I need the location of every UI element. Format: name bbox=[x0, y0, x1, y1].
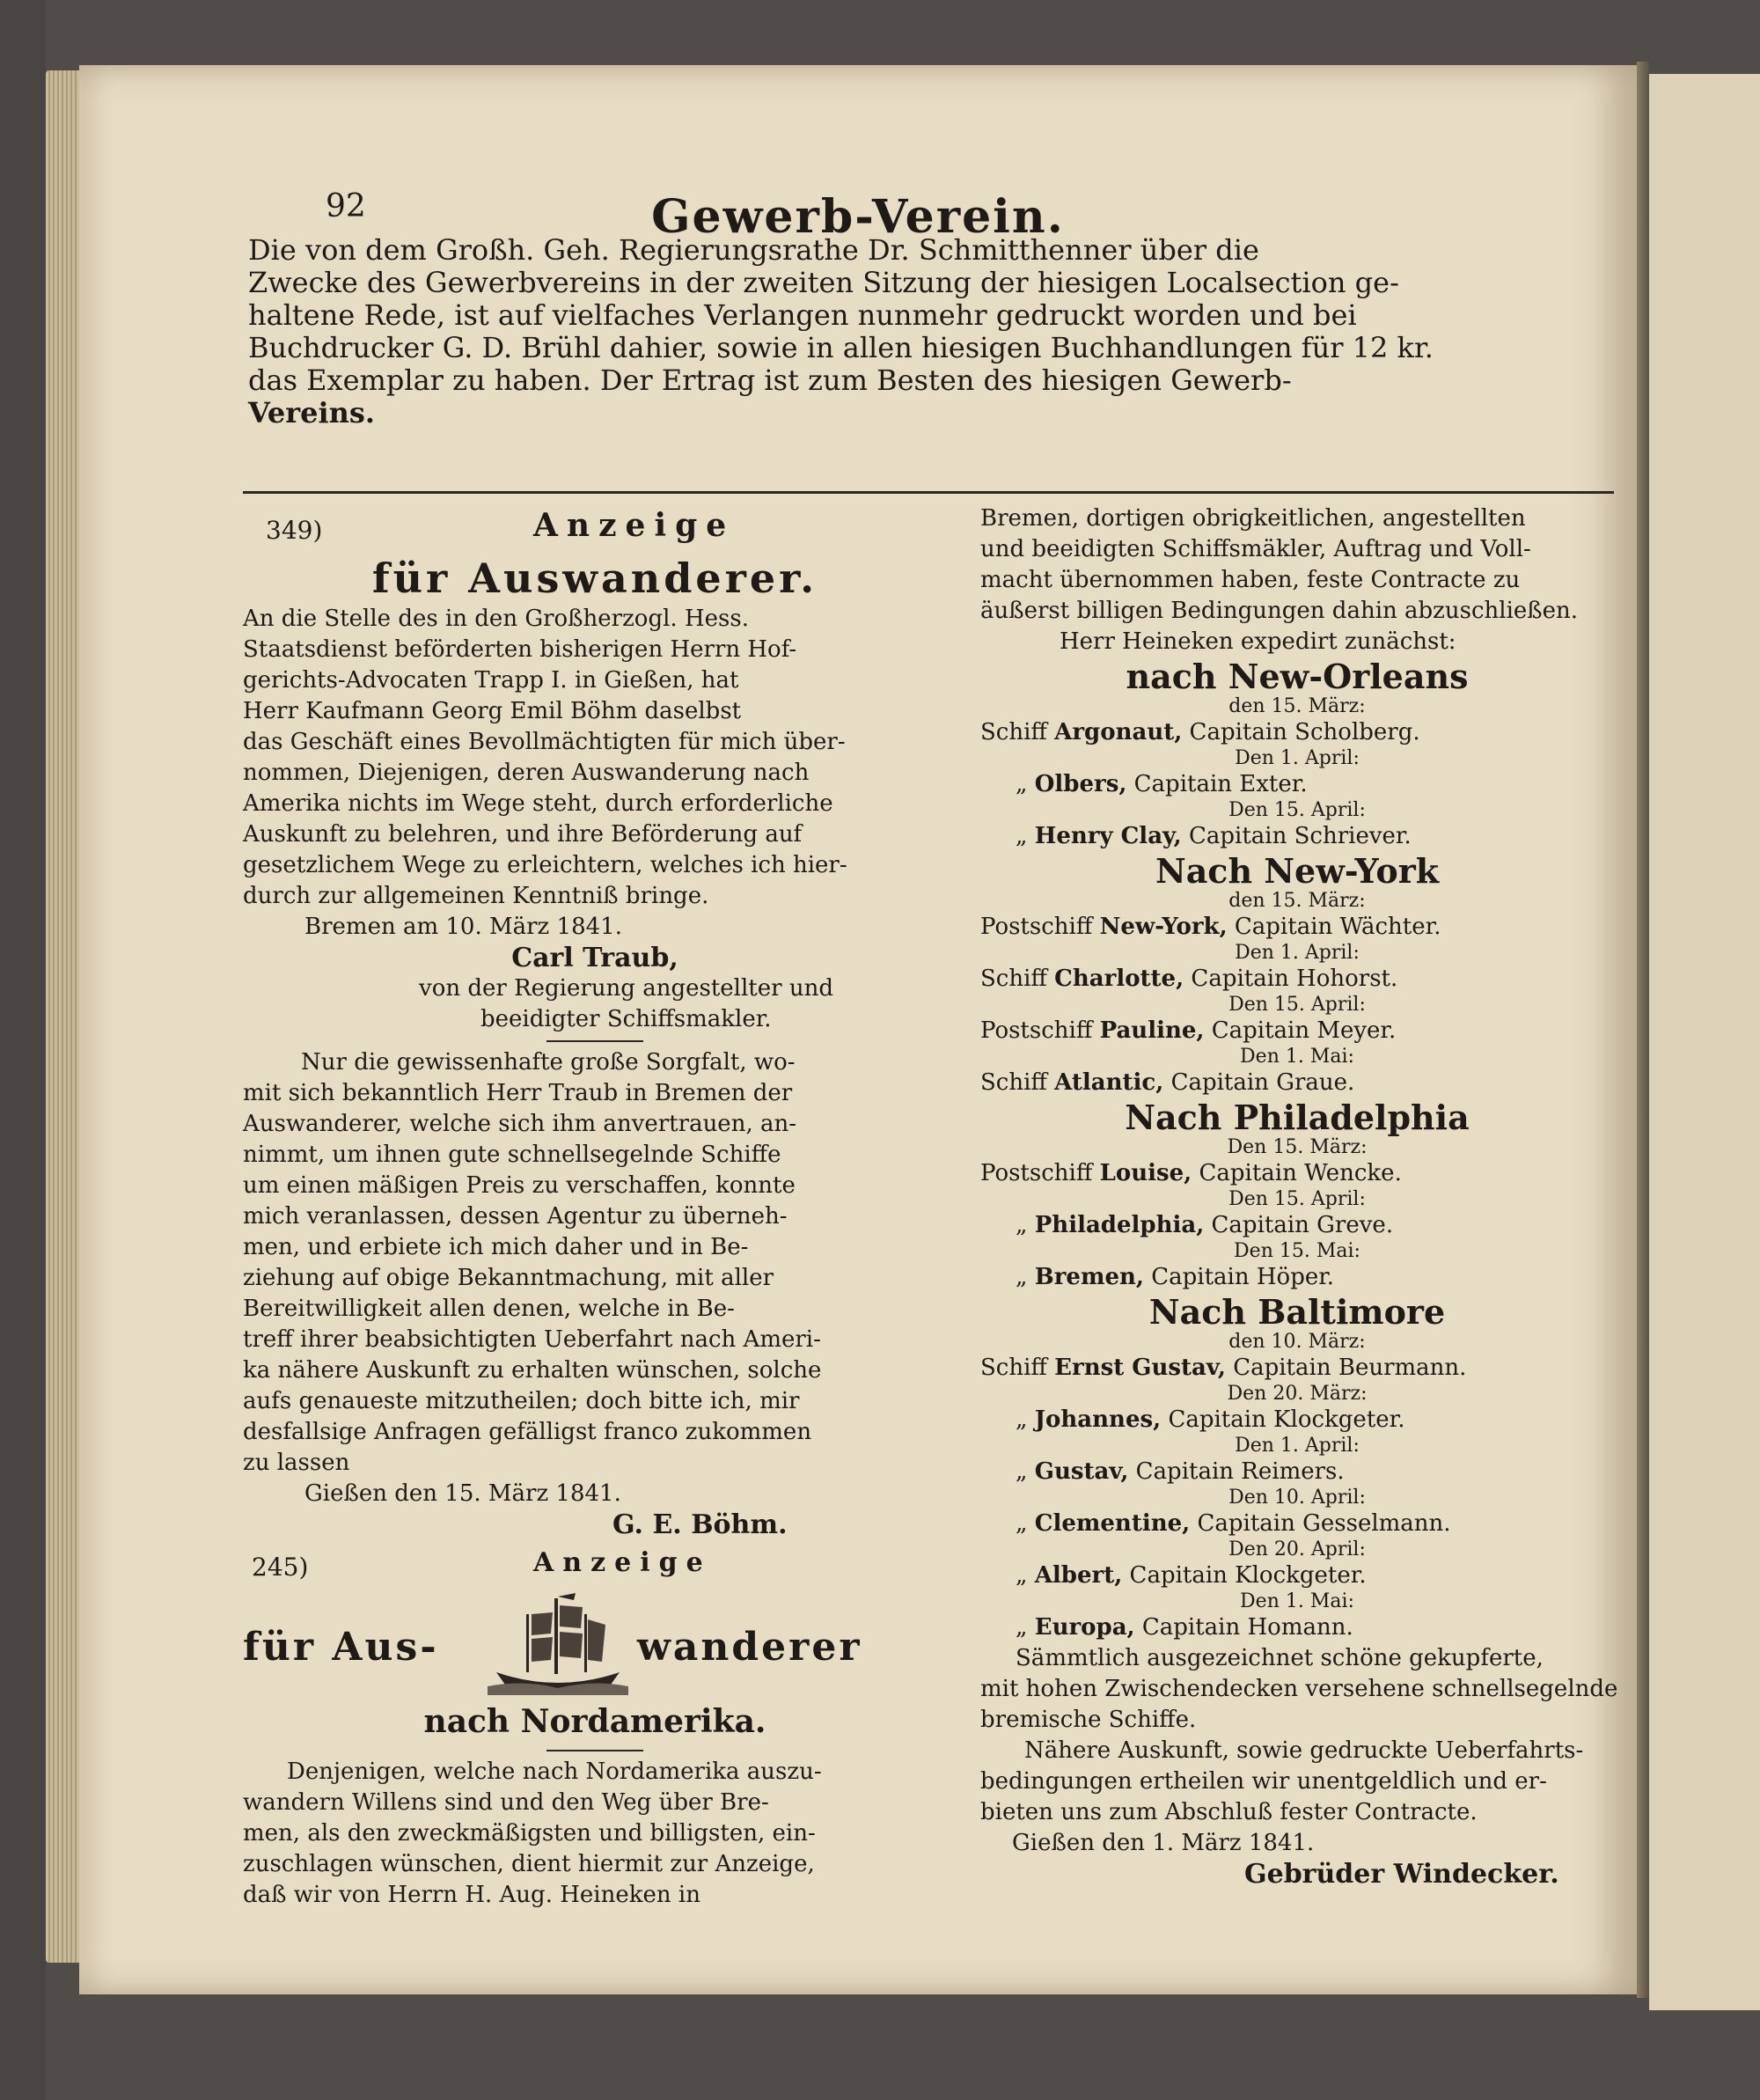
sailing-date: den 15. März: bbox=[1228, 890, 1366, 912]
ad1-line: Herr Kaufmann Georg Emil Böhm daselbst bbox=[243, 698, 742, 724]
ship-captain: Capitain Hohorst. bbox=[1191, 966, 1398, 992]
ad1-line: An die Stelle des in den Großherzogl. Hess. bbox=[243, 606, 749, 632]
ad1-line: men, und erbiete ich mich daher und in Be- bbox=[243, 1234, 749, 1260]
closing-line: bieten uns zum Abschluß fester Contracte. bbox=[980, 1799, 1478, 1825]
right-line: und beeidigten Schiffsmäkler, Auftrag und Voll- bbox=[980, 536, 1531, 562]
ad2-line: Denjenigen, welche nach Nordamerika auszu- bbox=[287, 1759, 822, 1785]
ad1-body bbox=[243, 604, 947, 1540]
sailing-date: Den 15. April: bbox=[1228, 799, 1366, 821]
ad1-signer-role: beeidigter Schiffsmakler. bbox=[480, 1006, 772, 1032]
sailing-date: Den 1. Mai: bbox=[1240, 1590, 1354, 1612]
ad2-line: zuschlagen wünschen, dient hiermit zur Anzeige, bbox=[243, 1851, 815, 1877]
closing-line: Sämmtlich ausgezeichnet schöne gekupferte, bbox=[1016, 1645, 1544, 1671]
ship-captain: Capitain Höper. bbox=[1151, 1264, 1335, 1290]
ship-entry bbox=[980, 1405, 1614, 1435]
ad1-line: Staatsdienst beförderten bisherigen Herrn Hof- bbox=[243, 636, 797, 663]
intro-line: Die von dem Großh. Geh. Regierungsrathe Dr. Schmitthenner über die bbox=[248, 233, 1259, 267]
ship-captain: Capitain Gesselmann. bbox=[1197, 1510, 1451, 1537]
ship-name: Johannes, bbox=[1034, 1406, 1162, 1433]
closing-line: Nähere Auskunft, sowie gedruckte Ueberfahrts- bbox=[1024, 1737, 1584, 1764]
ad1-line: Auskunft zu belehren, und ihre Beförderung auf bbox=[243, 821, 803, 848]
right-line: Bremen, dortigen obrigkeitlichen, angestellten bbox=[980, 505, 1526, 532]
ship-name: New-York, bbox=[1099, 914, 1228, 940]
intro-line: Vereins. bbox=[248, 396, 376, 430]
ad2-title-right: wanderer bbox=[637, 1625, 862, 1670]
ship-name: Europa, bbox=[1034, 1614, 1135, 1641]
divider-rule bbox=[243, 491, 1614, 494]
ad1-line: Nur die gewissenhafte große Sorgfalt, wo- bbox=[301, 1049, 796, 1076]
ship-prefix: Schiff bbox=[980, 719, 1047, 745]
ship-name: Henry Clay, bbox=[1034, 823, 1182, 849]
route-baltimore bbox=[980, 1293, 1614, 1643]
ad2-header bbox=[243, 1546, 947, 1584]
ship-prefix: „ bbox=[1016, 1406, 1028, 1433]
ship-entry bbox=[980, 717, 1614, 748]
right-place-date: Gießen den 1. März 1841. bbox=[1012, 1830, 1315, 1856]
ad1-line: das Geschäft eines Bevollmächtigten für mich über- bbox=[243, 729, 846, 755]
ship-name: Charlotte, bbox=[1054, 966, 1184, 992]
ad1-line: mit sich bekanntlich Herr Traub in Bremen der bbox=[243, 1080, 793, 1106]
ship-captain: Capitain Klockgeter. bbox=[1129, 1562, 1367, 1589]
ship-name: Philadelphia, bbox=[1034, 1212, 1205, 1238]
ship-prefix: Schiff bbox=[980, 966, 1047, 992]
ad1-line: treff ihrer beabsichtigten Ueberfahrt nach Ameri- bbox=[243, 1326, 821, 1353]
ad1-header bbox=[243, 503, 947, 553]
ad1-line: ka nähere Auskunft zu erhalten wünschen, solche bbox=[243, 1357, 822, 1384]
ship-entry bbox=[980, 964, 1614, 995]
short-rule bbox=[546, 1750, 643, 1751]
sailing-date: Den 1. April: bbox=[1235, 747, 1360, 769]
ship-captain: Capitain Homann. bbox=[1141, 1614, 1353, 1641]
ship-name: Bremen, bbox=[1034, 1264, 1144, 1290]
sailing-date: Den 1. April: bbox=[1235, 1435, 1360, 1457]
right-line: äußerst billigen Bedingungen dahin abzuschließen. bbox=[980, 598, 1579, 624]
ship-name: Clementine, bbox=[1034, 1510, 1191, 1537]
ad1-line: gesetzlichem Wege zu erleichtern, welches ich hier- bbox=[243, 852, 847, 878]
ship-entry bbox=[980, 912, 1614, 943]
ad1-signer2: G. E. Böhm. bbox=[612, 1509, 788, 1540]
route-city: nach New-Orleans bbox=[1126, 657, 1469, 696]
ad1-line: Bereitwilligkeit allen denen, welche in Be- bbox=[243, 1296, 735, 1322]
ad2-title-top: Anzeige bbox=[533, 1547, 712, 1578]
scan-background bbox=[0, 0, 46, 2100]
ship-entry bbox=[980, 1158, 1614, 1189]
ship-captain: Capitain Reimers. bbox=[1135, 1458, 1345, 1485]
ship-entry bbox=[980, 1016, 1614, 1046]
ad1-line: nimmt, um ihnen gute schnellsegelnde Schiffe bbox=[243, 1142, 781, 1168]
route-philadelphia bbox=[980, 1098, 1614, 1293]
page-number: 92 bbox=[326, 188, 366, 224]
route-city: Nach Philadelphia bbox=[1125, 1098, 1470, 1137]
ad1-line: Auswanderer, welche sich ihm anvertrauen, an- bbox=[243, 1111, 797, 1137]
right-line: macht übernommen haben, feste Contracte zu bbox=[980, 567, 1521, 593]
closing-line: bedingungen ertheilen wir unentgeldlich und er- bbox=[980, 1768, 1547, 1795]
route-city: Nach New-York bbox=[1155, 851, 1440, 891]
ad1-place-date: Gießen den 15. März 1841. bbox=[304, 1480, 621, 1507]
facing-page-edge bbox=[1649, 74, 1760, 2010]
closing-line: bremische Schiffe. bbox=[980, 1707, 1197, 1733]
ship-prefix: Postschiff bbox=[980, 1160, 1093, 1186]
intro-line: das Exemplar zu haben. Der Ertrag ist zum Besten des hiesigen Gewerb- bbox=[248, 363, 1292, 397]
ship-name: Argonaut, bbox=[1054, 719, 1183, 745]
ad1-line: durch zur allgemeinen Kenntniß bringe. bbox=[243, 883, 709, 909]
ad2-line: wandern Willens sind und den Weg über Bre- bbox=[243, 1789, 769, 1816]
ship-entry bbox=[980, 1210, 1614, 1241]
ship-name: Gustav, bbox=[1034, 1458, 1129, 1485]
ship-captain: Capitain Greve. bbox=[1211, 1212, 1394, 1238]
ad2-line: daß wir von Herrn H. Aug. Heineken in bbox=[243, 1882, 700, 1908]
ship-entry bbox=[980, 821, 1614, 852]
ship-captain: Capitain Exter. bbox=[1133, 771, 1308, 797]
ad1-number: 349) bbox=[266, 516, 323, 545]
ad1-title: für Auswanderer. bbox=[371, 554, 818, 602]
book-gutter bbox=[1637, 62, 1649, 1998]
ship-prefix: „ bbox=[1016, 1562, 1028, 1589]
ad2-number: 245) bbox=[252, 1553, 309, 1582]
ship-prefix: „ bbox=[1016, 1510, 1028, 1537]
ship-prefix: „ bbox=[1016, 1264, 1028, 1290]
ship-prefix: „ bbox=[1016, 1458, 1028, 1485]
intro-line: Buchdrucker G. D. Brühl dahier, sowie in allen hiesigen Buchhandlungen für 12 kr. bbox=[248, 331, 1434, 364]
route-new-orleans bbox=[980, 657, 1614, 852]
short-rule bbox=[546, 1040, 643, 1042]
ad2-title-row bbox=[243, 1584, 947, 1699]
sailing-date: Den 15. April: bbox=[1228, 1188, 1366, 1210]
sailing-date: Den 10. April: bbox=[1228, 1487, 1366, 1509]
dispatch-line: Herr Heineken expedirt zunächst: bbox=[1060, 628, 1456, 655]
page-heading: Gewerb-Verein. bbox=[651, 190, 1065, 244]
ship-prefix: Postschiff bbox=[980, 1017, 1093, 1044]
ship-name: Louise, bbox=[1099, 1160, 1192, 1186]
sailing-date: Den 15. März: bbox=[1227, 1136, 1368, 1158]
ad1-line: zu lassen bbox=[243, 1450, 350, 1476]
ship-entry bbox=[980, 1457, 1614, 1487]
ship-entry bbox=[980, 769, 1614, 800]
sailing-date: Den 15. Mai: bbox=[1234, 1240, 1360, 1262]
ad1-title-top: Anzeige bbox=[533, 507, 736, 544]
ship-captain: Capitain Wencke. bbox=[1199, 1160, 1402, 1186]
intro-line: Zwecke des Gewerbvereins in der zweiten Sitzung der hiesigen Localsection ge- bbox=[248, 266, 1399, 299]
sailing-date: Den 15. April: bbox=[1228, 994, 1366, 1016]
sailing-date: den 15. März: bbox=[1228, 695, 1366, 717]
sailing-date: den 10. März: bbox=[1228, 1331, 1366, 1353]
ship-captain: Capitain Wächter. bbox=[1234, 914, 1441, 940]
sailing-ship-icon bbox=[488, 1588, 628, 1695]
ship-name: Olbers, bbox=[1034, 771, 1127, 797]
right-signer: Gebrüder Windecker. bbox=[1244, 1859, 1559, 1890]
ship-entry bbox=[980, 1262, 1614, 1293]
sailing-date: Den 1. April: bbox=[1235, 942, 1360, 964]
ship-prefix: Schiff bbox=[980, 1355, 1047, 1381]
ship-captain: Capitain Klockgeter. bbox=[1168, 1406, 1405, 1433]
ad1-signer: Carl Traub, bbox=[511, 943, 678, 973]
ad1-line: Amerika nichts im Wege steht, durch erforderliche bbox=[243, 790, 833, 817]
ship-prefix: Postschiff bbox=[980, 914, 1093, 940]
ship-prefix: „ bbox=[1016, 771, 1028, 797]
ship-captain: Capitain Meyer. bbox=[1211, 1017, 1397, 1044]
ad1-signer-role: von der Regierung angestellter und bbox=[419, 975, 833, 1002]
ship-name: Albert, bbox=[1034, 1562, 1123, 1589]
intro-line: haltene Rede, ist auf vielfaches Verlangen nunmehr gedruckt worden und bei bbox=[248, 298, 1357, 332]
ad1-line: gerichts-Advocaten Trapp I. in Gießen, hat bbox=[243, 667, 739, 694]
ship-name: Ernst Gustav, bbox=[1054, 1355, 1226, 1381]
left-column bbox=[243, 503, 947, 1911]
ad2-body bbox=[243, 1757, 947, 1911]
ship-entry bbox=[980, 1509, 1614, 1539]
ad1-place-date: Bremen am 10. März 1841. bbox=[304, 914, 622, 940]
sailing-date: Den 1. Mai: bbox=[1240, 1046, 1354, 1068]
ship-captain: Capitain Scholberg. bbox=[1189, 719, 1420, 745]
ad1-line: um einen mäßigen Preis zu verschaffen, konnte bbox=[243, 1172, 796, 1199]
ad1-line: nommen, Diejenigen, deren Auswanderung nach bbox=[243, 760, 810, 786]
route-city: Nach Baltimore bbox=[1148, 1292, 1446, 1332]
closing-line: mit hohen Zwischendecken versehene schnellsegelnde bbox=[980, 1676, 1618, 1702]
ship-entry bbox=[980, 1612, 1614, 1643]
ship-captain: Capitain Beurmann. bbox=[1233, 1355, 1467, 1381]
ad1-line: aufs genaueste mitzutheilen; doch bitte ich, mir bbox=[243, 1388, 800, 1414]
ship-entry bbox=[980, 1068, 1614, 1098]
ship-name: Atlantic, bbox=[1054, 1069, 1164, 1096]
sailing-date: Den 20. März: bbox=[1227, 1383, 1368, 1405]
ship-prefix: „ bbox=[1016, 1614, 1028, 1641]
ad1-line: mich veranlassen, dessen Agentur zu überneh- bbox=[243, 1203, 788, 1230]
ad1-line: desfallsige Anfragen gefälligst franco zukommen bbox=[243, 1419, 812, 1445]
sailing-date: Den 20. April: bbox=[1228, 1538, 1366, 1560]
ad1-line: ziehung auf obige Bekanntmachung, mit aller bbox=[243, 1265, 774, 1291]
route-new-york bbox=[980, 852, 1614, 1098]
ship-prefix: „ bbox=[1016, 1212, 1028, 1238]
right-column bbox=[980, 503, 1618, 1890]
ship-prefix: Schiff bbox=[980, 1069, 1047, 1096]
ship-prefix: „ bbox=[1016, 823, 1028, 849]
ship-captain: Capitain Schriever. bbox=[1188, 823, 1412, 849]
ship-entry bbox=[980, 1560, 1614, 1591]
page bbox=[79, 65, 1637, 1994]
ship-name: Pauline, bbox=[1099, 1017, 1205, 1044]
ad2-line: men, als den zweckmäßigsten und billigsten, ein- bbox=[243, 1820, 816, 1847]
intro-paragraph bbox=[248, 234, 1621, 430]
ad2-title-left: für Aus- bbox=[243, 1625, 439, 1670]
ship-captain: Capitain Graue. bbox=[1170, 1069, 1355, 1096]
ad2-title-bottom: nach Nordamerika. bbox=[423, 1703, 766, 1740]
ship-entry bbox=[980, 1353, 1614, 1384]
